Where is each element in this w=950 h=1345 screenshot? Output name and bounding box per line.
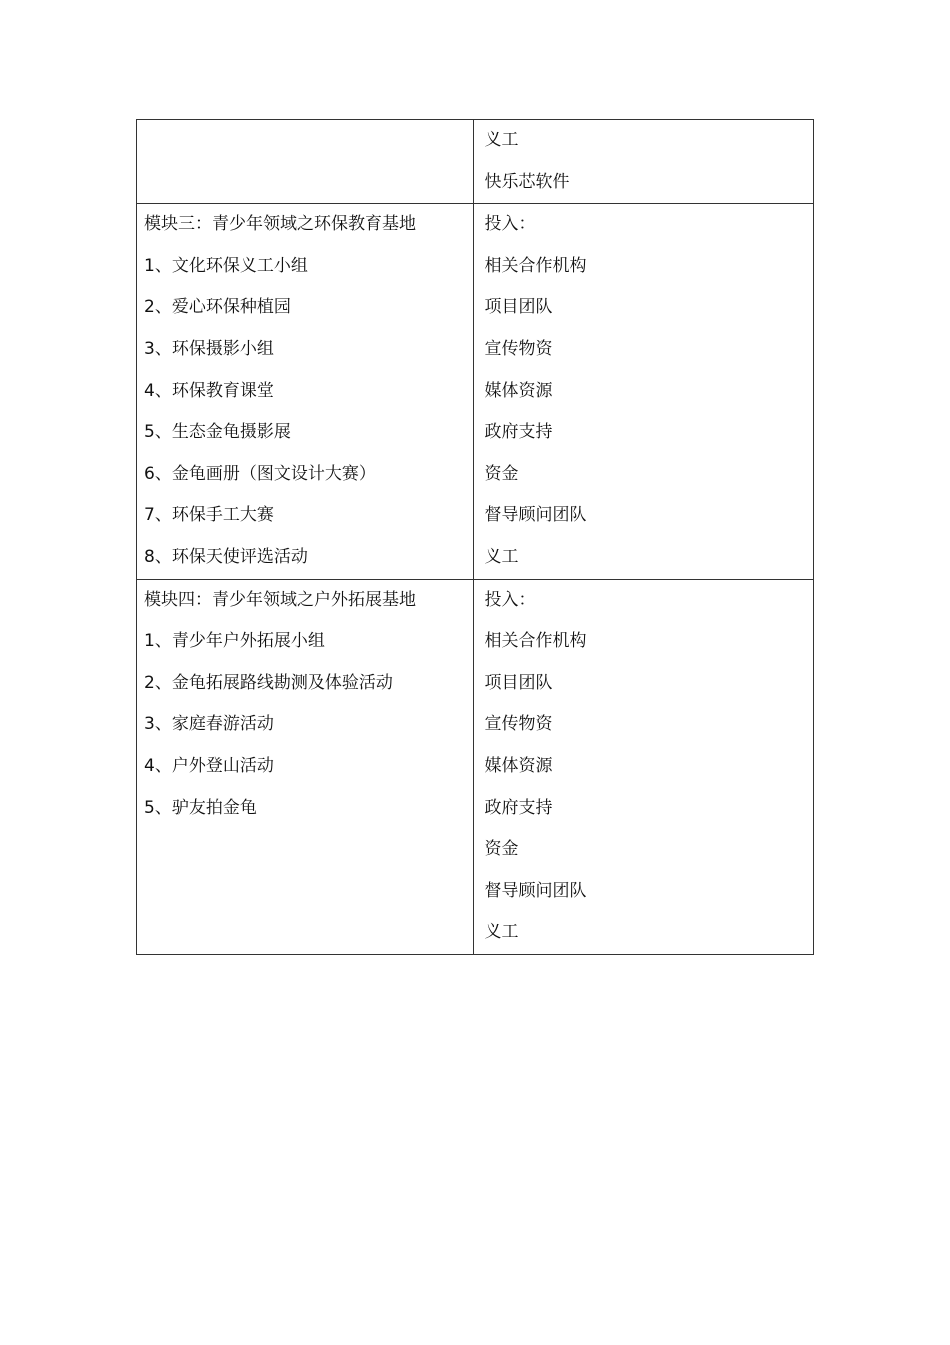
table-row-1: [137, 120, 814, 204]
list-item: 5、生态金龟摄影展: [144, 422, 291, 443]
list-item: 督导顾问团队: [484, 505, 587, 526]
list-item: 1、文化环保义工小组: [144, 255, 308, 276]
list-item: 政府支持: [484, 797, 553, 818]
document-table: [136, 119, 814, 955]
list-item: 相关合作机构: [484, 255, 587, 276]
list-item: 2、爱心环保种植园: [144, 297, 291, 318]
module-three-list: [137, 204, 473, 578]
row-3-inputs-cell: [474, 579, 814, 954]
list-item: 义工: [484, 130, 519, 150]
module-three-heading: 模块三：青少年领域之环保教育基地: [144, 214, 416, 235]
list-item: 4、户外登山活动: [144, 755, 274, 776]
row-2-inputs-cell: [474, 204, 814, 579]
module-four-list: [137, 580, 473, 830]
module-four-heading: 模块四：青少年领域之户外拓展基地: [144, 589, 416, 610]
list-item: 政府支持: [484, 422, 553, 443]
row-2-activities-cell: [137, 204, 474, 579]
inputs-heading: 投入：: [484, 214, 536, 235]
row-1-activities-cell: [137, 120, 474, 204]
list-item: 督导顾问团队: [484, 880, 587, 901]
list-item: 媒体资源: [484, 380, 553, 401]
row-1-inputs-list: [474, 120, 813, 203]
list-item: 4、环保教育课堂: [144, 380, 274, 401]
list-item: 义工: [484, 546, 519, 567]
list-item: 资金: [484, 463, 519, 484]
list-item: 宣传物资: [484, 714, 553, 735]
list-item: 相关合作机构: [484, 631, 587, 652]
list-item: 媒体资源: [484, 755, 553, 776]
table-row-2: [137, 204, 814, 579]
row-1-inputs-cell: [474, 120, 814, 204]
list-item: 项目团队: [484, 672, 553, 693]
list-item: 3、环保摄影小组: [144, 338, 274, 359]
list-item: 1、青少年户外拓展小组: [144, 631, 325, 652]
row-2-inputs-list: [474, 204, 813, 578]
list-item: 5、驴友拍金龟: [144, 797, 257, 818]
list-item: 宣传物资: [484, 338, 553, 359]
list-item: 2、金龟拓展路线勘测及体验活动: [144, 672, 393, 693]
table-row-3: [137, 579, 814, 954]
table-body: [137, 120, 814, 955]
list-item: 快乐芯软件: [484, 171, 570, 192]
list-item: 3、家庭春游活动: [144, 714, 274, 735]
inputs-heading: 投入：: [484, 589, 536, 610]
list-item: 7、环保手工大赛: [144, 505, 274, 526]
list-item: 资金: [484, 839, 519, 860]
row-3-inputs-list: [474, 580, 813, 954]
list-item: 项目团队: [484, 297, 553, 318]
row-3-activities-cell: [137, 579, 474, 954]
list-item: 义工: [484, 922, 519, 943]
list-item: 6、金龟画册（图文设计大赛）: [144, 463, 376, 484]
list-item: 8、环保天使评选活动: [144, 546, 308, 567]
